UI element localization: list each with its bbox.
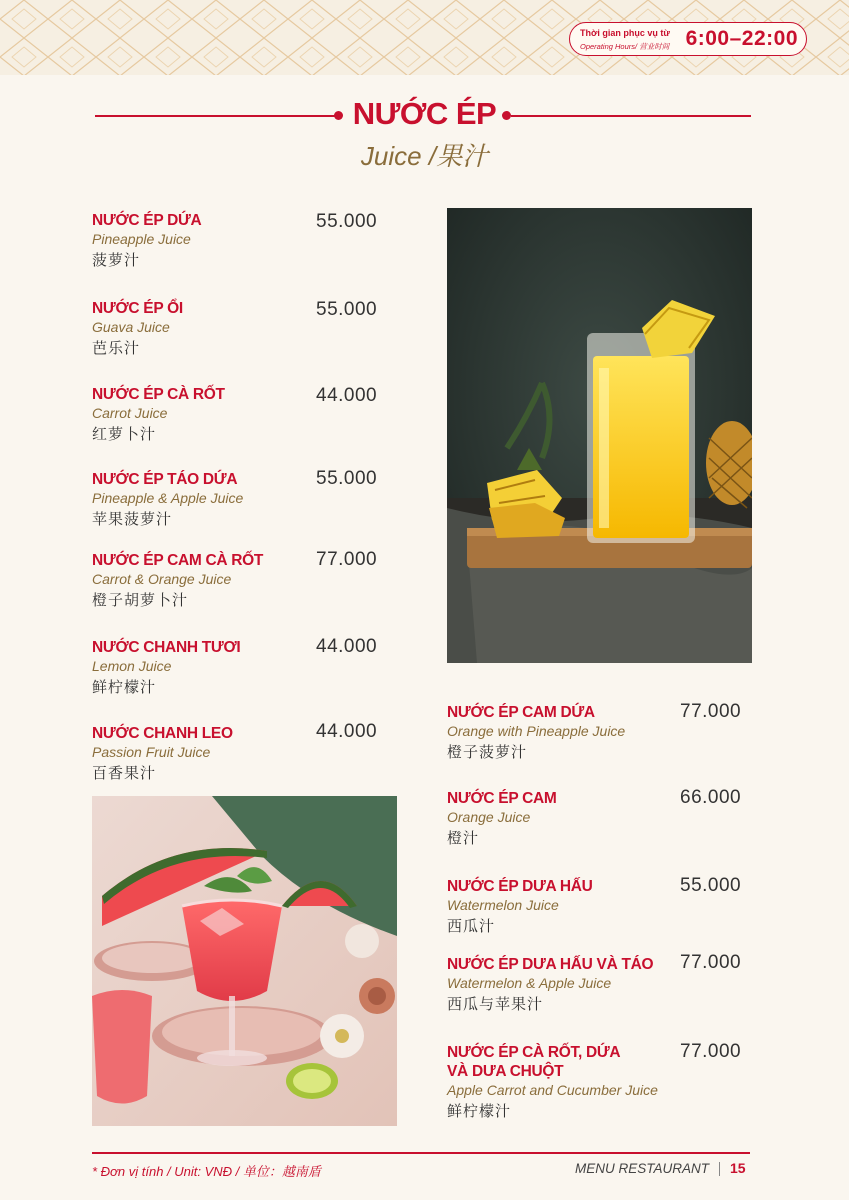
pineapple-juice-photo — [447, 208, 752, 663]
item-name-en: Pineapple & Apple Juice — [92, 490, 244, 506]
item-price: 77.000 — [680, 1041, 742, 1062]
item-name-vn: NƯỚC ÉP ỔI — [92, 300, 183, 317]
item-name-vn: NƯỚC ÉP TÁO DỨA — [92, 471, 238, 488]
item-name-en: Guava Juice — [92, 319, 170, 335]
operating-hours-badge — [569, 22, 807, 56]
item-name-vn: NƯỚC ÉP CAM — [447, 790, 557, 807]
hours-label-vn: Thời gian phục vụ từ — [580, 28, 670, 38]
item-name-cn: 西瓜汁 — [447, 918, 496, 935]
item-name-en: Pineapple Juice — [92, 231, 191, 247]
item-price: 55.000 — [680, 875, 742, 896]
item-price: 77.000 — [680, 701, 742, 722]
item-name-cn: 红萝卜汁 — [92, 426, 157, 443]
item-name-vn-line2: VÀ DƯA CHUỘT — [447, 1063, 564, 1080]
item-name-vn: NƯỚC ÉP CÀ RỐT — [92, 386, 225, 403]
item-price: 55.000 — [316, 211, 378, 232]
item-name-vn: NƯỚC ÉP DỨA — [92, 212, 202, 229]
footer-label: MENU RESTAURANT — [574, 1161, 709, 1176]
item-name-vn-line1: NƯỚC ÉP CÀ RỐT, DỨA — [447, 1044, 621, 1061]
item-name-cn: 西瓜与苹果汁 — [447, 996, 544, 1013]
item-name-cn: 百香果汁 — [92, 765, 157, 782]
page-number: 15 — [730, 1160, 746, 1176]
item-price: 44.000 — [316, 385, 378, 406]
item-name-en: Passion Fruit Juice — [92, 744, 211, 760]
item-name-vn: NƯỚC ÉP DƯA HẤU VÀ TÁO — [447, 956, 654, 973]
watermelon-juice-photo — [92, 796, 397, 1126]
item-name-cn: 苹果菠萝汁 — [92, 511, 173, 528]
item-price: 44.000 — [316, 636, 378, 657]
item-name-cn: 鲜柠檬汁 — [92, 679, 157, 696]
hours-time: 6:00–22:00 — [685, 27, 798, 50]
item-name-en: Orange with Pineapple Juice — [447, 723, 626, 739]
item-price: 66.000 — [680, 787, 742, 808]
item-name-en: Lemon Juice — [92, 658, 172, 674]
item-name-en: Watermelon Juice — [447, 897, 559, 913]
item-name-vn: NƯỚC CHANH TƯƠI — [92, 639, 241, 656]
section-title: NƯỚC ÉP — [352, 96, 497, 131]
item-name-cn: 鲜柠檬汁 — [447, 1103, 512, 1120]
item-name-cn: 橙汁 — [447, 830, 480, 847]
item-name-en: Watermelon & Apple Juice — [447, 975, 612, 991]
item-price: 55.000 — [316, 468, 378, 489]
item-name-vn: NƯỚC ÉP CAM CÀ RỐT — [92, 552, 264, 569]
item-name-en: Carrot Juice — [92, 405, 168, 421]
item-name-en: Orange Juice — [447, 809, 531, 825]
footer-unit-note: * Đơn vị tính / Unit: VNĐ / 单位：越南盾 — [92, 1164, 321, 1179]
section-subtitle: Juice /果汁 — [360, 141, 489, 171]
item-price: 55.000 — [316, 299, 378, 320]
item-name-cn: 橙子菠萝汁 — [447, 744, 528, 761]
item-name-vn: NƯỚC ÉP CAM DỨA — [447, 704, 595, 721]
item-name-vn: NƯỚC ÉP DƯA HẤU — [447, 878, 593, 895]
item-name-en: Carrot & Orange Juice — [92, 571, 232, 587]
item-price: 77.000 — [316, 549, 378, 570]
item-name-cn: 菠萝汁 — [92, 252, 141, 269]
item-name-vn: NƯỚC CHANH LEO — [92, 725, 233, 742]
item-price: 44.000 — [316, 721, 378, 742]
footer-rule — [92, 1152, 750, 1154]
hours-label-en: Operating Hours/ 营业时间 — [580, 42, 670, 51]
footer-separator — [719, 1162, 720, 1176]
item-name-cn: 芭乐汁 — [92, 340, 141, 357]
item-name-cn: 橙子胡萝卜汁 — [92, 592, 189, 609]
item-name-en: Apple Carrot and Cucumber Juice — [447, 1082, 658, 1098]
item-price: 77.000 — [680, 952, 742, 973]
